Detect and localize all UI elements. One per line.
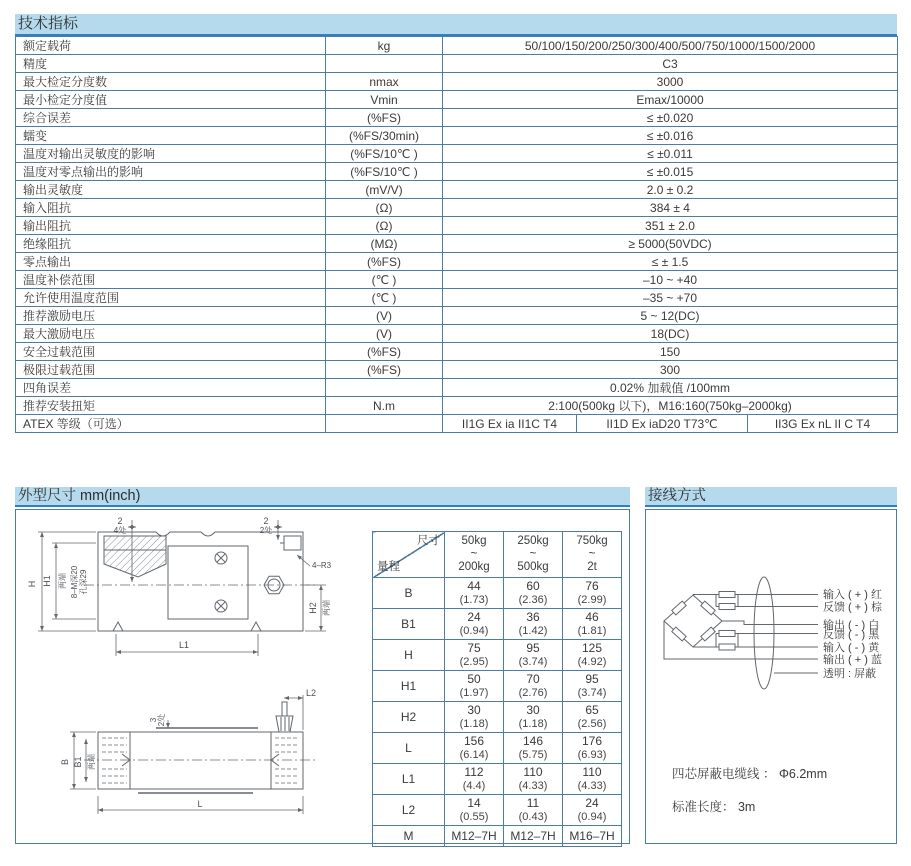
spec-label: 安全过载范围	[16, 343, 326, 361]
corner-label-size: 尺寸	[417, 535, 440, 547]
spec-unit: (%FS)	[326, 109, 443, 127]
spec-value: ≥ 5000(50VDC)	[443, 235, 898, 253]
svg-text:透明 : 屏蔽: 透明 : 屏蔽	[823, 668, 877, 680]
spec-unit: (V)	[326, 307, 443, 325]
spec-label: 推荐安装扭矩	[16, 397, 326, 415]
atex-cell: II1D Ex iaD20 T73℃	[577, 415, 748, 433]
atex-cell: II3G Ex nL II C T4	[748, 415, 898, 433]
dim-cell: M16–7H	[563, 826, 622, 847]
dim-cell: M12–7H	[445, 826, 504, 847]
table-row	[16, 307, 898, 325]
table-row	[16, 37, 898, 55]
spec-unit: (MΩ)	[326, 235, 443, 253]
svg-text:两端: 两端	[322, 600, 331, 616]
spec-label: 输入阻抗	[16, 199, 326, 217]
svg-text:H: H	[27, 580, 37, 588]
svg-text:2处: 2处	[157, 713, 166, 727]
table-row	[16, 217, 898, 235]
svg-text:反馈 ( - ) 黑: 反馈 ( - ) 黑	[823, 629, 880, 641]
dim-cell: 176 (6.93)	[563, 733, 622, 764]
table-row	[373, 733, 622, 764]
spec-label: 蠕变	[16, 127, 326, 145]
spec-label: 绝缘阻抗	[16, 235, 326, 253]
dim-name: H2	[373, 702, 445, 733]
table-row	[373, 609, 622, 640]
dim-name: L1	[373, 764, 445, 795]
range-column-header: 50kg ~ 200kg	[445, 532, 504, 578]
spec-label: 极限过载范围	[16, 361, 326, 379]
spec-unit: (℃ )	[326, 271, 443, 289]
dim-name: M	[373, 826, 445, 847]
dim-cell: 110 (4.33)	[504, 764, 563, 795]
table-row	[16, 235, 898, 253]
svg-text:2处: 2处	[259, 526, 273, 535]
dim-cell: 24 (0.94)	[563, 795, 622, 826]
spec-unit	[326, 379, 443, 397]
svg-text:B: B	[60, 758, 70, 766]
spec-label: 允许使用温度范围	[16, 289, 326, 307]
spec-unit: (%FS)	[326, 343, 443, 361]
spec-value: 150	[443, 343, 898, 361]
spec-unit: Vmin	[326, 91, 443, 109]
svg-text:孔深29: 孔深29	[79, 569, 88, 595]
table-row	[16, 343, 898, 361]
dimensions-title: 外型尺寸 mm(inch)	[15, 487, 630, 507]
svg-text:4处: 4处	[113, 526, 127, 535]
spec-value: 0.02% 加载值 /100mm	[443, 379, 898, 397]
svg-text:4–R3: 4–R3	[312, 561, 332, 570]
dim-name: B1	[373, 609, 445, 640]
spec-value: 384 ± 4	[443, 199, 898, 217]
svg-text:反馈 ( + ) 棕: 反馈 ( + ) 棕	[823, 601, 882, 614]
table-row	[16, 181, 898, 199]
dim-cell: 14 (0.55)	[445, 795, 504, 826]
table-row	[16, 271, 898, 289]
spec-label: 输出灵敏度	[16, 181, 326, 199]
dimension-table-corner	[373, 532, 445, 578]
table-row	[16, 199, 898, 217]
dim-cell: 65 (2.56)	[563, 702, 622, 733]
spec-value: 351 ± 2.0	[443, 217, 898, 235]
svg-text:H2: H2	[308, 602, 318, 614]
svg-text:H1: H1	[42, 575, 52, 587]
spec-label: 温度对输出灵敏度的影响	[16, 145, 326, 163]
dim-cell: 36 (1.42)	[504, 609, 563, 640]
spec-unit	[326, 415, 443, 433]
dim-cell: 30 (1.18)	[445, 702, 504, 733]
tech-specs-table	[15, 36, 898, 433]
spec-label: 最大激励电压	[16, 325, 326, 343]
svg-text:输出 ( + ) 蓝: 输出 ( + ) 蓝	[823, 654, 882, 666]
spec-unit: (%FS)	[326, 253, 443, 271]
bolt-icon	[215, 552, 227, 564]
side-view-drawing	[84, 532, 316, 631]
dim-name: L2	[373, 795, 445, 826]
cable-gland-icon	[276, 702, 293, 732]
spec-label: 最小检定分度值	[16, 91, 326, 109]
dim-cell: 24 (0.94)	[445, 609, 504, 640]
svg-text:L: L	[197, 799, 203, 809]
spec-unit: (%FS/10℃ )	[326, 145, 443, 163]
spec-label: ATEX 等级（可选）	[16, 415, 326, 433]
svg-text:四芯屏蔽电缆线 ： Φ6.2mm: 四芯屏蔽电缆线 ： Φ6.2mm	[672, 767, 828, 781]
spec-unit: (%FS/30min)	[326, 127, 443, 145]
svg-text:L1: L1	[178, 640, 190, 650]
tech-specs-title: 技术指标	[15, 14, 897, 36]
spec-unit: nmax	[326, 73, 443, 91]
table-row	[16, 379, 898, 397]
range-column-header: 750kg ~ 2t	[563, 532, 622, 578]
spec-unit: kg	[326, 37, 443, 55]
table-row	[16, 91, 898, 109]
table-row-atex	[16, 415, 898, 433]
dim-cell: 75 (2.95)	[445, 640, 504, 671]
dim-cell: 30 (1.18)	[504, 702, 563, 733]
svg-text:B1: B1	[73, 756, 83, 768]
spec-label: 温度对零点输出的影响	[16, 163, 326, 181]
dim-cell: 76 (2.99)	[563, 578, 622, 609]
spec-label: 综合误差	[16, 109, 326, 127]
table-row	[16, 361, 898, 379]
spec-unit: (%FS)	[326, 361, 443, 379]
table-row	[373, 578, 622, 609]
dim-cell: 50 (1.97)	[445, 671, 504, 702]
spec-unit: (mV/V)	[326, 181, 443, 199]
spec-value: 5 ~ 12(DC)	[443, 307, 898, 325]
dim-cell: M12–7H	[504, 826, 563, 847]
spec-label: 四角误差	[16, 379, 326, 397]
dim-name: B	[373, 578, 445, 609]
plan-view-dimensions	[70, 695, 303, 814]
spec-label: 精度	[16, 55, 326, 73]
corner-label-range: 量程	[377, 561, 400, 573]
dim-cell: 95 (3.74)	[563, 671, 622, 702]
dimension-table	[372, 531, 622, 847]
dim-name: H	[373, 640, 445, 671]
plan-view-drawing	[84, 702, 318, 793]
atex-cell: II1G Ex ia II1C T4	[443, 415, 577, 433]
svg-text:标准长度： 3m: 标准长度： 3m	[672, 800, 756, 814]
spec-label: 最大检定分度数	[16, 73, 326, 91]
table-row	[16, 55, 898, 73]
wire-labels	[823, 587, 883, 680]
spec-unit: (℃ )	[326, 289, 443, 307]
dim-name: L	[373, 733, 445, 764]
spec-unit: (Ω)	[326, 199, 443, 217]
table-row	[373, 826, 622, 847]
spec-value: 3000	[443, 73, 898, 91]
dim-cell: 146 (5.75)	[504, 733, 563, 764]
spec-value: ≤ ±0.015	[443, 163, 898, 181]
svg-text:两端: 两端	[58, 573, 67, 589]
svg-text:3: 3	[149, 717, 158, 723]
spec-value: Emax/10000	[443, 91, 898, 109]
spec-unit: N.m	[326, 397, 443, 415]
spec-label: 推荐激励电压	[16, 307, 326, 325]
dim-cell: 125 (4.92)	[563, 640, 622, 671]
spec-value: 50/100/150/200/250/300/400/500/750/1000/1500/2000	[443, 37, 898, 55]
wiring-panel	[645, 509, 897, 844]
svg-text:两端: 两端	[87, 754, 96, 770]
outline-drawing	[18, 516, 370, 846]
spec-value: ≤ ±0.016	[443, 127, 898, 145]
dim-cell: 44 (1.73)	[445, 578, 504, 609]
dim-cell: 112 (4.4)	[445, 764, 504, 795]
svg-text:输出 ( - ) 白: 输出 ( - ) 白	[823, 619, 880, 632]
svg-text:8–M深20: 8–M深20	[70, 565, 79, 599]
wiring-title: 接线方式	[645, 487, 897, 507]
table-row	[16, 73, 898, 91]
dim-name: H1	[373, 671, 445, 702]
dim-cell: 110 (4.33)	[563, 764, 622, 795]
svg-text:2: 2	[117, 516, 123, 526]
spec-value: 2.0 ± 0.2	[443, 181, 898, 199]
table-row	[373, 702, 622, 733]
spec-value: ≤ ±0.020	[443, 109, 898, 127]
dim-cell: 11 (0.43)	[504, 795, 563, 826]
bridge-circuit	[664, 577, 818, 689]
spec-value: 300	[443, 361, 898, 379]
spec-value: ≤ ± 1.5	[443, 253, 898, 271]
spec-unit: (Ω)	[326, 217, 443, 235]
table-row	[16, 253, 898, 271]
table-row	[16, 397, 898, 415]
table-row	[373, 764, 622, 795]
svg-text:2: 2	[263, 516, 269, 526]
dim-cell: 95 (3.74)	[504, 640, 563, 671]
dim-cell: 60 (2.36)	[504, 578, 563, 609]
spec-value: –10 ~ +40	[443, 271, 898, 289]
svg-text:输入 ( + ) 红: 输入 ( + ) 红	[823, 589, 882, 601]
spec-label: 额定载荷	[16, 37, 326, 55]
dimensions-panel	[15, 509, 630, 844]
dim-cell: 46 (1.81)	[563, 609, 622, 640]
spec-label: 零点输出	[16, 253, 326, 271]
table-row	[16, 163, 898, 181]
dim-cell: 70 (2.76)	[504, 671, 563, 702]
spec-unit: (%FS/10℃ )	[326, 163, 443, 181]
table-row	[373, 795, 622, 826]
table-row	[373, 671, 622, 702]
table-row	[373, 640, 622, 671]
table-row	[16, 289, 898, 307]
range-column-header: 250kg ~ 500kg	[504, 532, 563, 578]
spec-value: ≤ ±0.011	[443, 145, 898, 163]
table-row	[16, 127, 898, 145]
spec-value: 18(DC)	[443, 325, 898, 343]
cable-notes	[672, 766, 827, 814]
spec-value: C3	[443, 55, 898, 73]
table-row	[16, 325, 898, 343]
bolt-icon	[215, 600, 227, 612]
spec-value: 2:100(500kg 以下)，M16:160(750kg–2000kg)	[443, 397, 898, 415]
dim-cell: 156 (6.14)	[445, 733, 504, 764]
spec-label: 输出阻抗	[16, 217, 326, 235]
spec-unit	[326, 55, 443, 73]
table-row	[16, 145, 898, 163]
table-row	[16, 109, 898, 127]
spec-value: –35 ~ +70	[443, 289, 898, 307]
wiring-diagram	[646, 510, 896, 843]
svg-text:L2: L2	[306, 688, 317, 698]
spec-label: 温度补偿范围	[16, 271, 326, 289]
spec-unit: (V)	[326, 325, 443, 343]
svg-text:输入 ( - ) 黄: 输入 ( - ) 黄	[823, 642, 880, 654]
